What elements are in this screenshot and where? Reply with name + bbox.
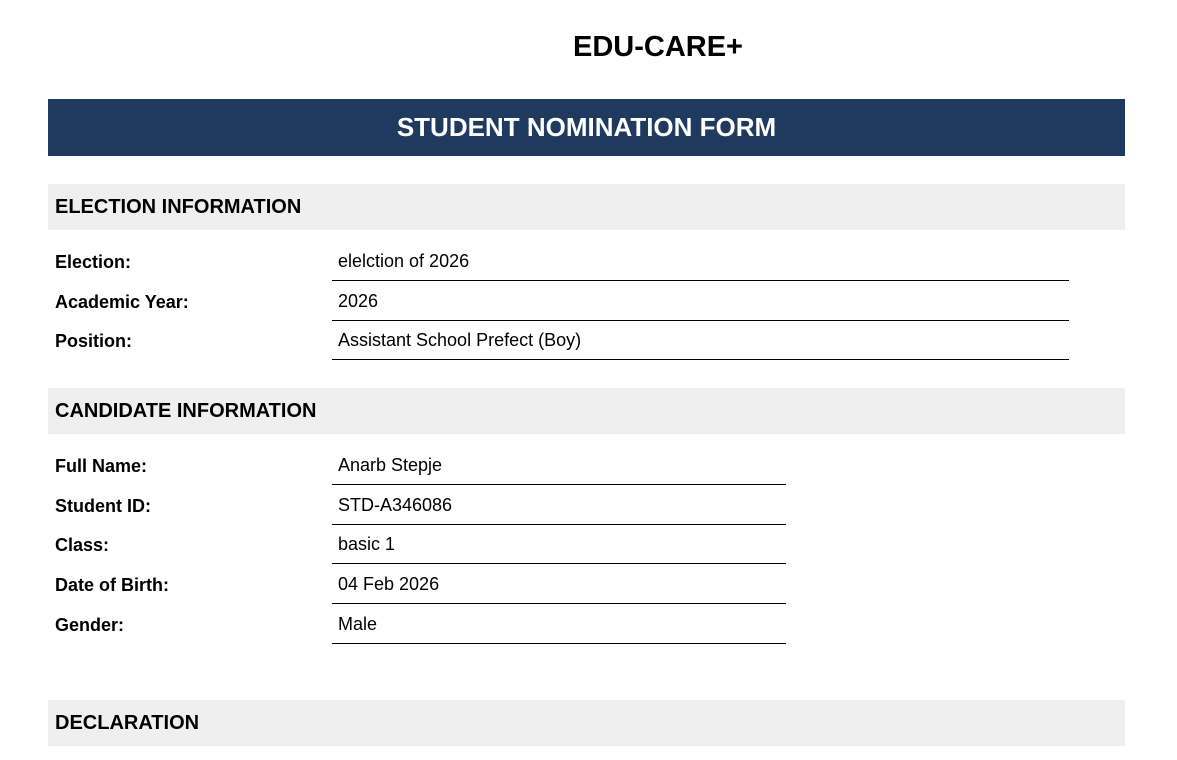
academic-year-value: 2026 (338, 291, 379, 311)
full-name-label: Full Name: (55, 456, 148, 476)
student-id-value-field (332, 486, 786, 525)
position-value: Assistant School Prefect (Boy) (338, 330, 582, 350)
full-name-value: Anarb Stepje (338, 455, 443, 475)
election-value-field (332, 242, 1069, 281)
position-label: Position: (55, 331, 132, 351)
form-title-banner (48, 99, 1125, 156)
candidate-section-title: CANDIDATE INFORMATION (55, 399, 317, 422)
student-id-label: Student ID: (55, 496, 151, 516)
gender-value-field (332, 605, 786, 644)
full-name-value-field (332, 446, 786, 485)
candidate-section-header (48, 388, 1125, 434)
election-value: elelction of 2026 (338, 251, 470, 271)
student-id-value: STD-A346086 (338, 495, 453, 515)
gender-value: Male (338, 614, 378, 634)
election-section-header (48, 184, 1125, 230)
date-of-birth-value: 04 Feb 2026 (338, 574, 440, 594)
position-value-field (332, 321, 1069, 360)
form-title: STUDENT NOMINATION FORM (396, 112, 777, 142)
election-section-title: ELECTION INFORMATION (55, 195, 302, 218)
gender-label: Gender: (55, 615, 125, 635)
date-of-birth-label: Date of Birth: (55, 575, 169, 595)
declaration-section-header (48, 700, 1125, 746)
academic-year-label: Academic Year: (55, 292, 189, 312)
class-value-field (332, 525, 786, 564)
class-label: Class: (55, 535, 110, 555)
election-label: Election: (55, 252, 132, 272)
class-value: basic 1 (338, 534, 396, 554)
brand-title: EDU-CARE+ (573, 31, 743, 63)
date-of-birth-value-field (332, 565, 786, 604)
declaration-section-title: DECLARATION (55, 711, 200, 734)
academic-year-value-field (332, 282, 1069, 321)
